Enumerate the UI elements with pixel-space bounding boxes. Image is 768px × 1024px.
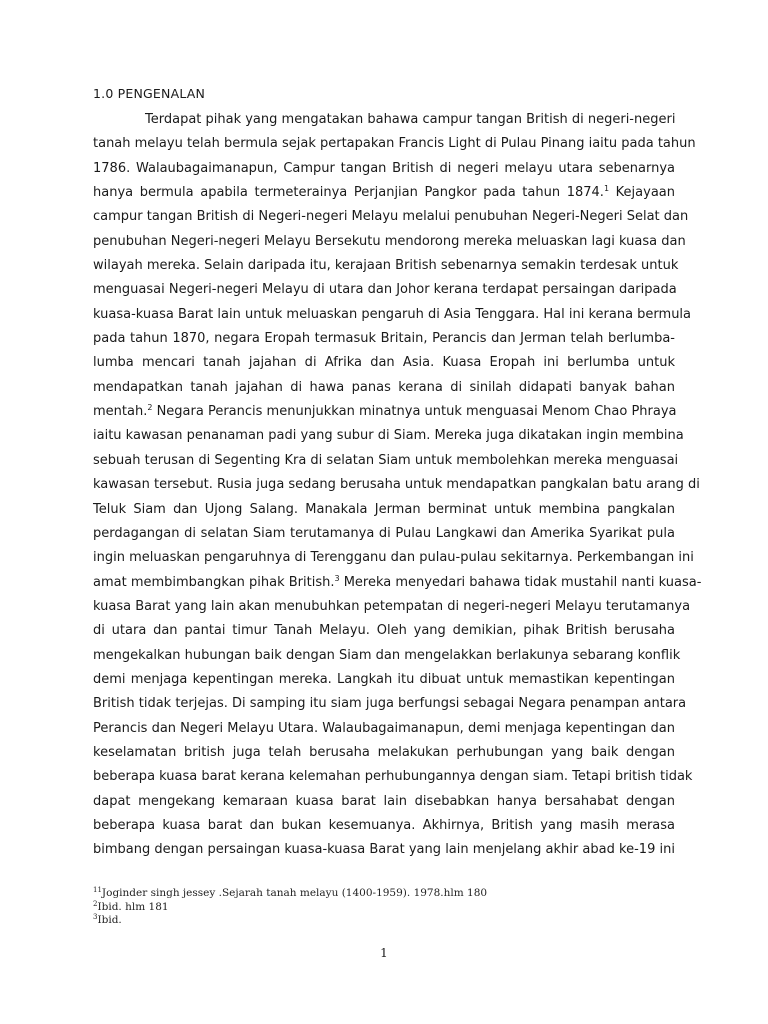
text-line: pada tahun 1870, negara Eropah termasuk Britain, Perancis dan Jerman telah berlumba- (93, 331, 675, 347)
text-line: kuasa Barat yang lain akan menubuhkan petempatan di negeri-negeri Melayu terutamanya (93, 598, 691, 614)
text-line: wilayah mereka. Selain daripada itu, kerajaan British sebenarnya semakin terdesak untuk (93, 258, 679, 274)
text-line (93, 400, 675, 424)
footnote-marker: 11 (93, 886, 102, 894)
text-line: perdagangan di selatan Siam terutamanya di Pulau Langkawi dan Amerika Syarikat pula (93, 525, 675, 541)
section-heading: 1.0 PENGENALAN (93, 86, 206, 101)
footnote-ref: 2 (147, 403, 153, 413)
footnote (93, 914, 487, 928)
text-line: British tidak terjejas. Di samping itu siam juga berfungsi sebagai Negara penampan antara (93, 696, 687, 712)
text-line: mendapatkan tanah jajahan di hawa panas kerana di sinilah didapati banyak bahan (93, 379, 675, 395)
text-line: tanah melayu telah bermula sejak pertapakan Francis Light di Pulau Pinang iaitu pada tahun (93, 136, 696, 152)
page-number: 1 (380, 946, 388, 960)
text-line: Teluk Siam dan Ujong Salang. Manakala Jerman berminat untuk membina pangkalan (93, 501, 675, 517)
line-text: mentah. (93, 404, 148, 420)
text-line: di utara dan pantai timur Tanah Melayu. Oleh yang demikian, pihak British berusaha (93, 623, 675, 639)
text-line: bimbang dengan persaingan kuasa-kuasa Barat yang lain menjelang akhir abad ke-19 ini (93, 842, 675, 858)
text-line: kawasan tersebut. Rusia juga sedang berusaha untuk mendapatkan pangkalan batu arang di (93, 477, 700, 493)
footnote-ref: 1 (603, 184, 610, 194)
text-line: kuasa-kuasa Barat lain untuk meluaskan pengaruh di Asia Tenggara. Hal ini kerana bermula (93, 306, 692, 322)
text-line: campur tangan British di Negeri-negeri Melayu melalui penubuhan Negeri-Negeri Selat dan (93, 209, 689, 225)
text-line: iaitu kawasan penanaman padi yang subur di Siam. Mereka juga dikatakan ingin membina (93, 428, 684, 444)
footnote-ref: 3 (334, 573, 340, 583)
text-line: lumba mencari tanah jajahan di Afrika dan Asia. Kuasa Eropah ini berlumba untuk (93, 355, 675, 371)
footnote-marker: 3 (93, 913, 98, 921)
text-line: ingin meluaskan pengaruhnya di Terengganu dan pulau-pulau sekitarnya. Perkembangan ini (93, 550, 694, 566)
footnote (93, 887, 487, 901)
body-text (93, 108, 702, 863)
line-text: Kejayaan (615, 185, 675, 201)
line-text: amat membimbangkan pihak British. (93, 574, 335, 590)
text-line: sebuah terusan di Segenting Kra di selatan Siam untuk membolehkan mereka menguasai (93, 452, 679, 468)
text-line (93, 571, 702, 595)
text-line: Perancis dan Negeri Melayu Utara. Walaubagaimanapun, demi menjaga kepentingan dan (93, 720, 675, 736)
footnote-text: Ibid. hlm 181 (97, 900, 169, 913)
text-line: mengekalkan hubungan baik dengan Siam dan mengelakkan berlakunya sebarang konflik (93, 647, 681, 663)
footnotes (93, 887, 487, 928)
text-line: demi menjaga kepentingan mereka. Langkah itu dibuat untuk memastikan kepentingan (93, 671, 675, 687)
line-text: hanya bermula apabila termeterainya Perjanjian Pangkor pada tahun 1874. (93, 185, 604, 201)
text-line: keselamatan british juga telah berusaha melakukan perhubungan yang baik dengan (93, 744, 675, 760)
text-line: Terdapat pihak yang mengatakan bahawa campur tangan British di negeri-negeri (145, 112, 676, 127)
text-line: dapat mengekang kemaraan kuasa barat lain disebabkan hanya bersahabat dengan (93, 793, 675, 809)
text-line: beberapa kuasa barat dan bukan kesemuanya. Akhirnya, British yang masih merasa (93, 817, 675, 833)
text-line: 1786. Walaubagaimanapun, Campur tangan British di negeri melayu utara sebenarnya (93, 160, 675, 176)
line-text: Negara Perancis menunjukkan minatnya untuk menguasai Menom Chao Phraya (156, 404, 677, 420)
line-text: Mereka menyedari bahawa tidak mustahil nanti kuasa- (343, 574, 702, 590)
text-line: menguasai Negeri-negeri Melayu di utara dan Johor kerana terdapat persaingan daripada (93, 282, 677, 298)
footnote-text: Ibid. (97, 914, 122, 926)
footnote-marker: 2 (93, 899, 98, 908)
footnote-text: Joginder singh jessey .Sejarah tanah melayu (1400-1959). 1978.hlm 180 (101, 887, 488, 899)
text-line: beberapa kuasa barat kerana kelemahan perhubungannya dengan siam. Tetapi british tidak (93, 769, 693, 785)
footnote (93, 901, 487, 915)
text-line (93, 181, 675, 205)
text-line: penubuhan Negeri-negeri Melayu Bersekutu mendorong mereka meluaskan lagi kuasa dan (93, 233, 686, 249)
